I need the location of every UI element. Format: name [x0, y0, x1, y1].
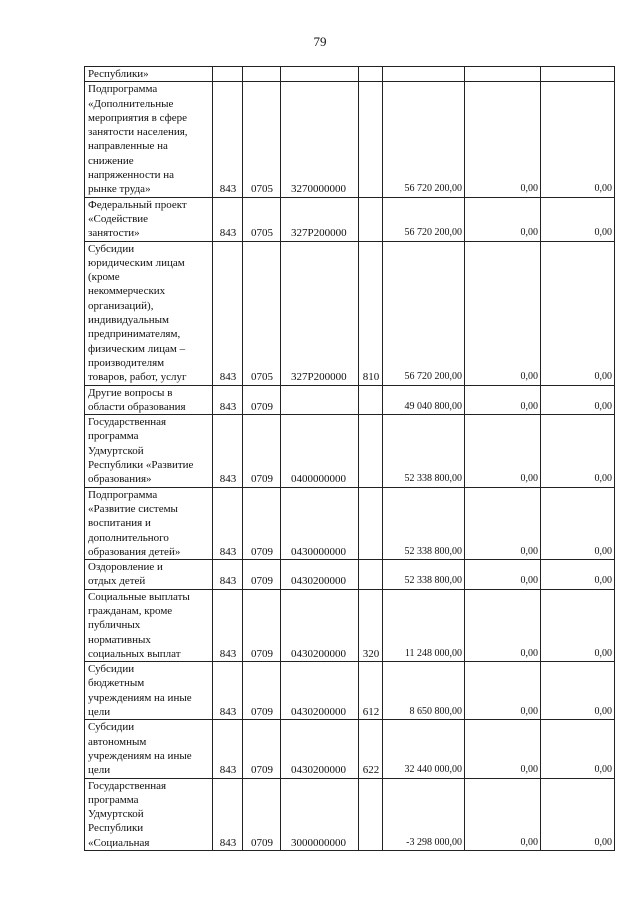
- cell-kind: [359, 487, 383, 559]
- table-row: [85, 67, 615, 82]
- cell-kind: [359, 560, 383, 590]
- cell-amount: 32 440 000,00: [383, 720, 465, 778]
- cell-section: 0709: [243, 720, 281, 778]
- cell-name: [85, 82, 213, 197]
- cell-kind: 612: [359, 662, 383, 720]
- cell-amount: 8 650 800,00: [383, 662, 465, 720]
- cell-code: 843: [213, 589, 243, 661]
- cell-y3: 0,00: [541, 197, 615, 241]
- row-name-text: Государственная программа Удмуртской Республики «Развитие образования»: [88, 416, 194, 486]
- table-row: [85, 197, 615, 241]
- cell-code: 843: [213, 487, 243, 559]
- cell-name: [85, 67, 213, 82]
- cell-target: [281, 385, 359, 415]
- cell-y3: 0,00: [541, 662, 615, 720]
- row-name-text: Республики»: [88, 68, 149, 80]
- cell-y2: [465, 67, 541, 82]
- cell-name: [85, 589, 213, 661]
- table-row: [85, 589, 615, 661]
- cell-target: 0430200000: [281, 560, 359, 590]
- cell-y2: 0,00: [465, 197, 541, 241]
- cell-kind: [359, 67, 383, 82]
- cell-y3: 0,00: [541, 385, 615, 415]
- cell-name: [85, 241, 213, 385]
- cell-code: 843: [213, 197, 243, 241]
- cell-code: 843: [213, 241, 243, 385]
- cell-amount: 49 040 800,00: [383, 385, 465, 415]
- cell-section: 0705: [243, 241, 281, 385]
- cell-code: 843: [213, 385, 243, 415]
- cell-name: [85, 415, 213, 487]
- cell-section: 0709: [243, 560, 281, 590]
- cell-y2: 0,00: [465, 385, 541, 415]
- cell-kind: 810: [359, 241, 383, 385]
- cell-name: [85, 720, 213, 778]
- cell-amount: [383, 67, 465, 82]
- cell-section: 0709: [243, 589, 281, 661]
- cell-y3: 0,00: [541, 589, 615, 661]
- cell-y3: [541, 67, 615, 82]
- cell-code: 843: [213, 662, 243, 720]
- row-name-text: Государственная программа Удмуртской Республики «Социальная: [88, 779, 167, 849]
- cell-kind: [359, 415, 383, 487]
- cell-y2: 0,00: [465, 662, 541, 720]
- cell-code: [213, 67, 243, 82]
- cell-code: 843: [213, 720, 243, 778]
- cell-y2: 0,00: [465, 778, 541, 850]
- page-number: 79: [313, 34, 327, 49]
- table-row: [85, 385, 615, 415]
- cell-kind: [359, 778, 383, 850]
- cell-section: 0709: [243, 415, 281, 487]
- cell-code: 843: [213, 560, 243, 590]
- cell-target: 0400000000: [281, 415, 359, 487]
- cell-section: 0705: [243, 82, 281, 197]
- cell-y3: 0,00: [541, 487, 615, 559]
- table-row: [85, 720, 615, 778]
- cell-kind: 622: [359, 720, 383, 778]
- cell-amount: 56 720 200,00: [383, 82, 465, 197]
- cell-amount: 56 720 200,00: [383, 241, 465, 385]
- row-name-text: Субсидии автономным учреждениям на иные цели: [88, 721, 192, 777]
- cell-y3: 0,00: [541, 241, 615, 385]
- row-name-text: Субсидии юридическим лицам (кроме некоммерческих организаций), индивидуальным предпринимателям, физическим лицам – производителям товаров, работ, услуг: [88, 242, 187, 384]
- table-row: [85, 415, 615, 487]
- cell-name: [85, 487, 213, 559]
- row-name-text: Федеральный проект «Содействие занятости»: [88, 198, 187, 240]
- cell-target: 0430200000: [281, 720, 359, 778]
- cell-kind: [359, 385, 383, 415]
- budget-table: [84, 66, 615, 851]
- cell-y2: 0,00: [465, 560, 541, 590]
- cell-y3: 0,00: [541, 560, 615, 590]
- table-row: [85, 82, 615, 197]
- cell-code: 843: [213, 82, 243, 197]
- cell-target: 327P200000: [281, 241, 359, 385]
- cell-target: 3000000000: [281, 778, 359, 850]
- cell-y2: 0,00: [465, 415, 541, 487]
- row-name-text: Социальные выплаты гражданам, кроме публичных нормативных социальных выплат: [88, 590, 190, 660]
- cell-y2: 0,00: [465, 589, 541, 661]
- cell-y3: 0,00: [541, 82, 615, 197]
- cell-target: 0430000000: [281, 487, 359, 559]
- cell-y3: 0,00: [541, 415, 615, 487]
- row-name-text: Подпрограмма «Дополнительные мероприятия в сфере занятости населения, направленные на снижение напряженности на рынке труда»: [88, 83, 188, 196]
- cell-kind: [359, 197, 383, 241]
- cell-target: 3270000000: [281, 82, 359, 197]
- row-name-text: Субсидии бюджетным учреждениям на иные цели: [88, 663, 192, 719]
- cell-y2: 0,00: [465, 487, 541, 559]
- cell-target: 327P200000: [281, 197, 359, 241]
- table-row: [85, 560, 615, 590]
- cell-section: 0709: [243, 778, 281, 850]
- cell-section: [243, 67, 281, 82]
- cell-name: [85, 560, 213, 590]
- cell-section: 0709: [243, 487, 281, 559]
- row-name-text: Оздоровление и отдых детей: [88, 561, 163, 588]
- cell-name: [85, 385, 213, 415]
- cell-y2: 0,00: [465, 82, 541, 197]
- cell-y2: 0,00: [465, 720, 541, 778]
- cell-section: 0709: [243, 385, 281, 415]
- table-row: [85, 778, 615, 850]
- cell-name: [85, 662, 213, 720]
- cell-y2: 0,00: [465, 241, 541, 385]
- table-row: [85, 487, 615, 559]
- cell-amount: -3 298 000,00: [383, 778, 465, 850]
- table-row: [85, 241, 615, 385]
- cell-name: [85, 197, 213, 241]
- cell-target: 0430200000: [281, 662, 359, 720]
- cell-kind: [359, 82, 383, 197]
- cell-target: 0430200000: [281, 589, 359, 661]
- table-row: [85, 662, 615, 720]
- cell-target: [281, 67, 359, 82]
- cell-amount: 52 338 800,00: [383, 415, 465, 487]
- cell-amount: 52 338 800,00: [383, 487, 465, 559]
- cell-y3: 0,00: [541, 720, 615, 778]
- cell-amount: 56 720 200,00: [383, 197, 465, 241]
- cell-y3: 0,00: [541, 778, 615, 850]
- row-name-text: Подпрограмма «Развитие системы воспитания и дополнительного образования детей»: [88, 488, 181, 558]
- row-name-text: Другие вопросы в области образования: [88, 386, 186, 413]
- cell-amount: 11 248 000,00: [383, 589, 465, 661]
- cell-code: 843: [213, 778, 243, 850]
- cell-amount: 52 338 800,00: [383, 560, 465, 590]
- cell-name: [85, 778, 213, 850]
- cell-code: 843: [213, 415, 243, 487]
- cell-kind: 320: [359, 589, 383, 661]
- cell-section: 0709: [243, 662, 281, 720]
- cell-section: 0705: [243, 197, 281, 241]
